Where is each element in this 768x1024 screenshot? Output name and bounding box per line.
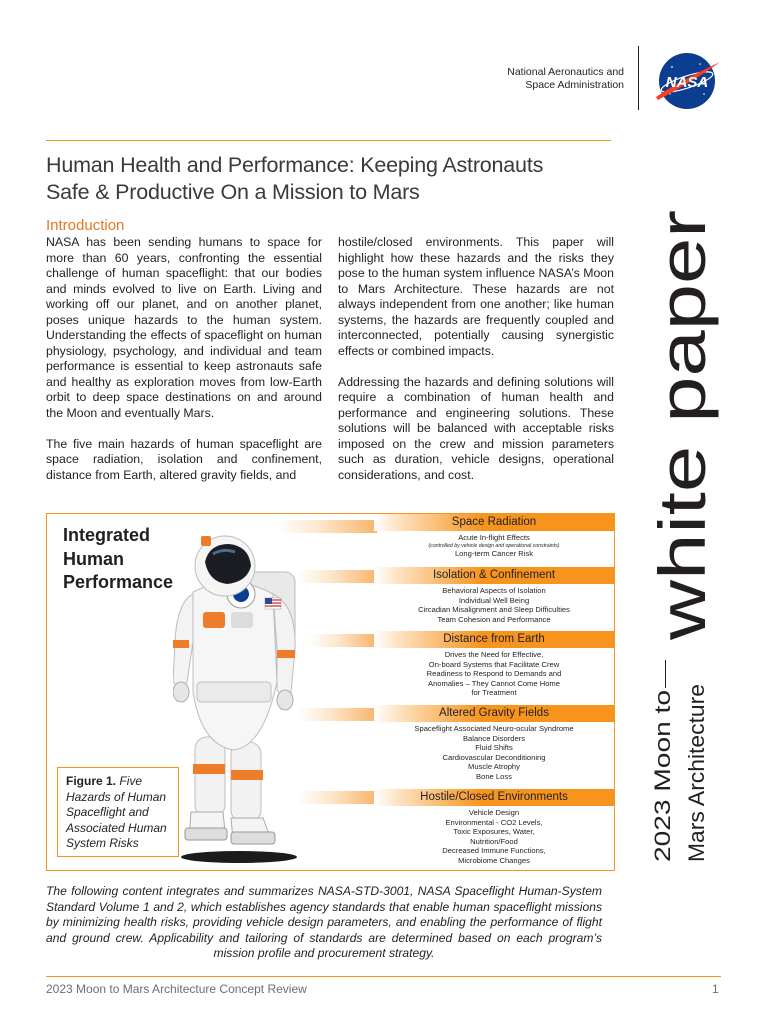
hazard-item: Readiness to Respond to Demands and bbox=[426, 669, 562, 679]
hazard-title: Altered Gravity Fields bbox=[374, 705, 614, 722]
intro-column-1 bbox=[46, 235, 322, 499]
hazard-item: Environmental - CO2 Levels, bbox=[445, 817, 543, 827]
hazard-item: Circadian Misalignment and Sleep Difficulties bbox=[418, 605, 570, 615]
nasa-logo-text: NASA bbox=[665, 74, 709, 91]
footer-rule bbox=[46, 976, 721, 977]
connector-line bbox=[309, 634, 377, 647]
hazard-hostile-closed-environments bbox=[374, 789, 614, 866]
figure-1 bbox=[46, 513, 615, 871]
hazard-title: Distance from Earth bbox=[374, 631, 614, 648]
nasa-logo bbox=[650, 50, 724, 112]
top-rule bbox=[46, 140, 611, 141]
hazard-item: Acute In-flight Effects bbox=[458, 533, 530, 542]
title-line-2: Safe & Productive On a Mission to Mars bbox=[46, 180, 420, 204]
hazard-title: Hostile/Closed Environments bbox=[374, 789, 614, 806]
hazard-isolation-confinement bbox=[374, 567, 614, 624]
hazard-details bbox=[374, 722, 614, 782]
hazard-item: Balance Disorders bbox=[462, 733, 526, 743]
agency-name bbox=[470, 66, 624, 92]
figure-heading-line-3: Performance bbox=[63, 572, 174, 592]
figure-caption-label: Figure 1. bbox=[66, 774, 117, 788]
intro-paragraph-4: Addressing the hazards and defining solutions will require a combination of human health and performance and engineering solutions. These solutions will be balanced with acceptable risks imposed on the crew and mission parameters such as duration, vehicle designs, operational considerations, and cost. bbox=[338, 374, 614, 482]
hazard-title: Isolation & Confinement bbox=[374, 567, 614, 584]
hazard-item: Fluid Shifts bbox=[475, 743, 513, 753]
page-title bbox=[46, 152, 626, 206]
intro-paragraph-1: NASA has been sending humans to space for more than 60 years, confronting the essential challenge of human spaceflight: that our bodies and minds evolved to live on Earth. Living and working off our planet, and on another planet, poses unique hazards to the human system. Understanding the effects of spaceflight on human physiology, psychology, and individual and team performance is essential to keep astronauts safe and healthy as exploration moves from low-Earth orbit to deep space destinations on and around the Moon and eventually Mars. bbox=[46, 235, 322, 420]
intro-heading: Introduction bbox=[46, 217, 125, 234]
hazard-item: Nutrition/Food bbox=[470, 836, 518, 846]
side-subtitle bbox=[640, 680, 720, 870]
hazard-item: Individual Well Being bbox=[458, 595, 530, 605]
hazard-space-radiation bbox=[374, 514, 614, 558]
hazard-item: On-board Systems that Facilitate Crew bbox=[428, 659, 560, 669]
intro-paragraph-2: The five main hazards of human spaceflight are space radiation, isolation and confinement, distance from Earth, altered gravity fields, and bbox=[46, 436, 322, 482]
hazard-item: Decreased Immune Functions, bbox=[442, 846, 546, 856]
hazard-title: Space Radiation bbox=[374, 514, 614, 531]
hazard-item: Toxic Exposures, Water, bbox=[453, 827, 535, 837]
figure-heading-line-2: Human bbox=[63, 548, 125, 569]
agency-line-2: Space Administration bbox=[525, 79, 624, 91]
header-divider bbox=[638, 46, 639, 110]
footer-text: 2023 Moon to Mars Architecture Concept Review bbox=[46, 982, 307, 996]
white-paper-label: white paper bbox=[645, 298, 719, 640]
figure-heading-line-1: Integrated bbox=[63, 525, 151, 545]
hazard-item: Drives the Need for Effective, bbox=[444, 650, 544, 659]
hazard-item: for Treatment bbox=[471, 688, 517, 698]
hazard-details bbox=[374, 806, 614, 866]
astronaut-illustration bbox=[173, 532, 313, 864]
hazard-item: Spaceflight Associated Neuro-ocular Syndrome bbox=[414, 724, 574, 733]
hazard-altered-gravity-fields bbox=[374, 705, 614, 782]
title-line-1: Human Health and Performance: Keeping Astronauts bbox=[46, 153, 544, 177]
hazard-details bbox=[374, 648, 614, 698]
hazard-item: Long-term Cancer Risk bbox=[454, 548, 534, 558]
hazard-item: Microbiome Changes bbox=[458, 855, 530, 865]
intro-column-2 bbox=[338, 235, 614, 499]
hazard-item: Muscle Atrophy bbox=[468, 762, 520, 772]
hazard-item: Anomalies – They Cannot Come Home bbox=[428, 678, 560, 688]
hazard-item: Team Cohesion and Performance bbox=[437, 614, 551, 624]
side-subtitle-line-1: 2023 Moon to bbox=[650, 727, 675, 862]
figure-caption bbox=[57, 767, 179, 857]
side-title bbox=[620, 160, 730, 650]
hazard-item: Behavioral Aspects of Isolation bbox=[442, 586, 546, 595]
figure-heading bbox=[63, 524, 173, 595]
figure-caption-text: Five Hazards of Human Spaceflight and Associated Human System Risks bbox=[66, 774, 167, 850]
agency-line-1: National Aeronautics and bbox=[507, 66, 624, 78]
hazard-item: Bone Loss bbox=[476, 771, 512, 781]
hazard-item: Cardiovascular Deconditioning bbox=[442, 752, 546, 762]
hazard-details bbox=[374, 531, 614, 558]
side-subtitle-line-2: Mars Architecture bbox=[684, 690, 709, 862]
hazard-distance-from-earth bbox=[374, 631, 614, 698]
hazard-details bbox=[374, 584, 614, 624]
hazard-item: Vehicle Design bbox=[468, 808, 520, 817]
intro-paragraph-3: hostile/closed environments. This paper will highlight how these hazards and the risks they pose to the human system influence NASA’s Moon to Mars Architecture. These hazards are not always independent from one another; like human systems, the hazards are frequently coupled and interconnected, potentially causing synergistic effects or combined impacts. bbox=[338, 235, 614, 358]
page-number: 1 bbox=[712, 982, 719, 996]
summary-paragraph: The following content integrates and summarizes NASA-STD-3001, NASA Spaceflight Human-System Standard Volume 1 and 2, which establishes agency standards that enable human spaceflight missions by minimizing health risks, providing vehicle design parameters, and enabling the performance of flight and ground crew. Applicability and tailoring of standards are determined based on each program’s mission profile and procurement strategy. bbox=[46, 884, 602, 960]
hazard-note: (controlled by vehicle design and operational constraints) bbox=[428, 542, 560, 549]
